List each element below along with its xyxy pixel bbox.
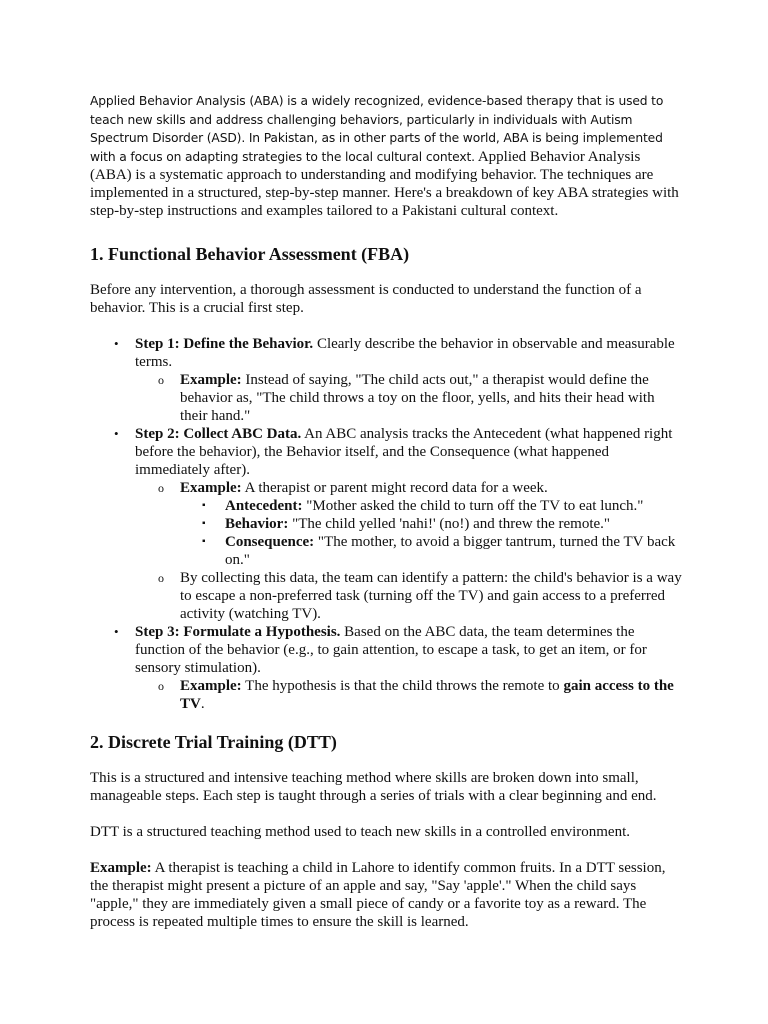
square-bullet-icon: ▪ — [202, 536, 206, 548]
step3-example-label: Example: — [180, 678, 242, 695]
step1-text: Clearly describe the behavior in observable and measurable terms. — [135, 336, 675, 371]
list-item-pattern — [90, 569, 682, 623]
step1-example-text: Instead of saying, "The child acts out," a therapist would define the behavior as, "The child throws a toy on the floor, yells, and hits their head with their hand." — [180, 372, 655, 425]
list-item-step2 — [90, 425, 682, 479]
fba-steps-list — [90, 335, 682, 713]
list-item-step2-example — [90, 479, 682, 497]
consequence-text: "The mother, to avoid a bigger tantrum, turned the TV back on." — [225, 534, 676, 569]
list-item-step1-example — [90, 371, 682, 425]
step2-example-text: A therapist or parent might record data for a week. — [241, 480, 548, 497]
document-page — [90, 92, 682, 931]
list-item-consequence — [90, 533, 682, 569]
pattern-text: By collecting this data, the team can identify a pattern: the child's behavior is a way to escape a non-preferred task (turning off the TV) and gain access to a preferred activity (watching TV). — [180, 570, 682, 623]
antecedent-text: "Mother asked the child to turn off the TV to eat lunch." — [302, 498, 644, 515]
step2-text: An ABC analysis tracks the Antecedent (what happened right before the behavior), the Behavior itself, and the Consequence (what happened immediately after). — [135, 426, 673, 479]
section-heading-fba: 1. Functional Behavior Assessment (FBA) — [90, 244, 410, 265]
dtt-example-paragraph — [90, 859, 682, 931]
dtt-example-text: A therapist is teaching a child in Lahore to identify common fruits. In a DTT session, the therapist might present a picture of an apple and say, "Say 'apple'." When the child says "apple," they are immediately given a small piece of candy or a favorite toy as a reward. The process is repeated multiple times to ensure the skill is learned. — [90, 860, 666, 931]
step3-label: Step 3: Formulate a Hypothesis. — [135, 624, 341, 641]
step1-example-label: Example: — [180, 372, 242, 389]
consequence-label: Consequence: — [225, 534, 315, 551]
step2-example-label: Example: — [180, 480, 242, 497]
section-heading-dtt: 2. Discrete Trial Training (DTT) — [90, 732, 337, 753]
intro-serif-text: Applied Behavior Analysis (ABA) is a systematic approach to understanding and modifying behavior. The techniques are implemented in a structured, step-by-step manner. Here's a breakdown of key ABA strategies with step-by-step instructions and examples tailored to a Pakistani cultural context. — [90, 148, 679, 220]
list-item-antecedent — [90, 497, 682, 515]
bullet-icon: • — [114, 426, 119, 442]
list-item-step3-example — [90, 677, 682, 713]
list-item-behavior — [90, 515, 682, 533]
list-item-step3 — [90, 623, 682, 677]
intro-sans-text: Applied Behavior Analysis (ABA) is a widely recognized, evidence-based therapy that is used to teach new skills and address challenging behaviors, particularly in individuals with Autism Spectrum Disorder (ASD). In Pakistan, as in other parts of the world, ABA is being implemented with a focus on adapting strategies to the local cultural context. — [90, 94, 664, 164]
antecedent-label: Antecedent: — [225, 498, 303, 515]
dtt-paragraph-1: This is a structured and intensive teaching method where skills are broken down into small, manageable steps. Each step is taught through a series of trials with a clear beginning and end. — [90, 770, 657, 805]
square-bullet-icon: ▪ — [202, 518, 206, 530]
fba-intro-paragraph: Before any intervention, a thorough assessment is conducted to understand the function of a behavior. This is a crucial first step. — [90, 282, 642, 317]
list-item-step1 — [90, 335, 682, 371]
dtt-paragraph-2: DTT is a structured teaching method used to teach new skills in a controlled environment. — [90, 824, 630, 841]
circle-bullet-icon: o — [158, 373, 164, 388]
intro-paragraph — [90, 92, 682, 220]
bullet-icon: • — [114, 624, 119, 640]
circle-bullet-icon: o — [158, 571, 164, 586]
step3-example-end: . — [200, 696, 205, 713]
bullet-icon: • — [114, 336, 119, 352]
behavior-text: "The child yelled 'nahi!' (no!) and threw the remote." — [288, 516, 611, 533]
step3-text: Based on the ABC data, the team determines the function of the behavior (e.g., to gain attention, to escape a task, to get an item, or for sensory stimulation). — [135, 624, 647, 677]
circle-bullet-icon: o — [158, 481, 164, 496]
dtt-example-label: Example: — [90, 860, 152, 877]
behavior-label: Behavior: — [225, 516, 289, 533]
step3-example-bold: gain access to the TV — [180, 678, 674, 713]
step1-label: Step 1: Define the Behavior. — [135, 336, 314, 353]
step2-label: Step 2: Collect ABC Data. — [135, 426, 302, 443]
step3-example-text: The hypothesis is that the child throws the remote to — [241, 678, 564, 695]
circle-bullet-icon: o — [158, 679, 164, 694]
square-bullet-icon: ▪ — [202, 500, 206, 512]
